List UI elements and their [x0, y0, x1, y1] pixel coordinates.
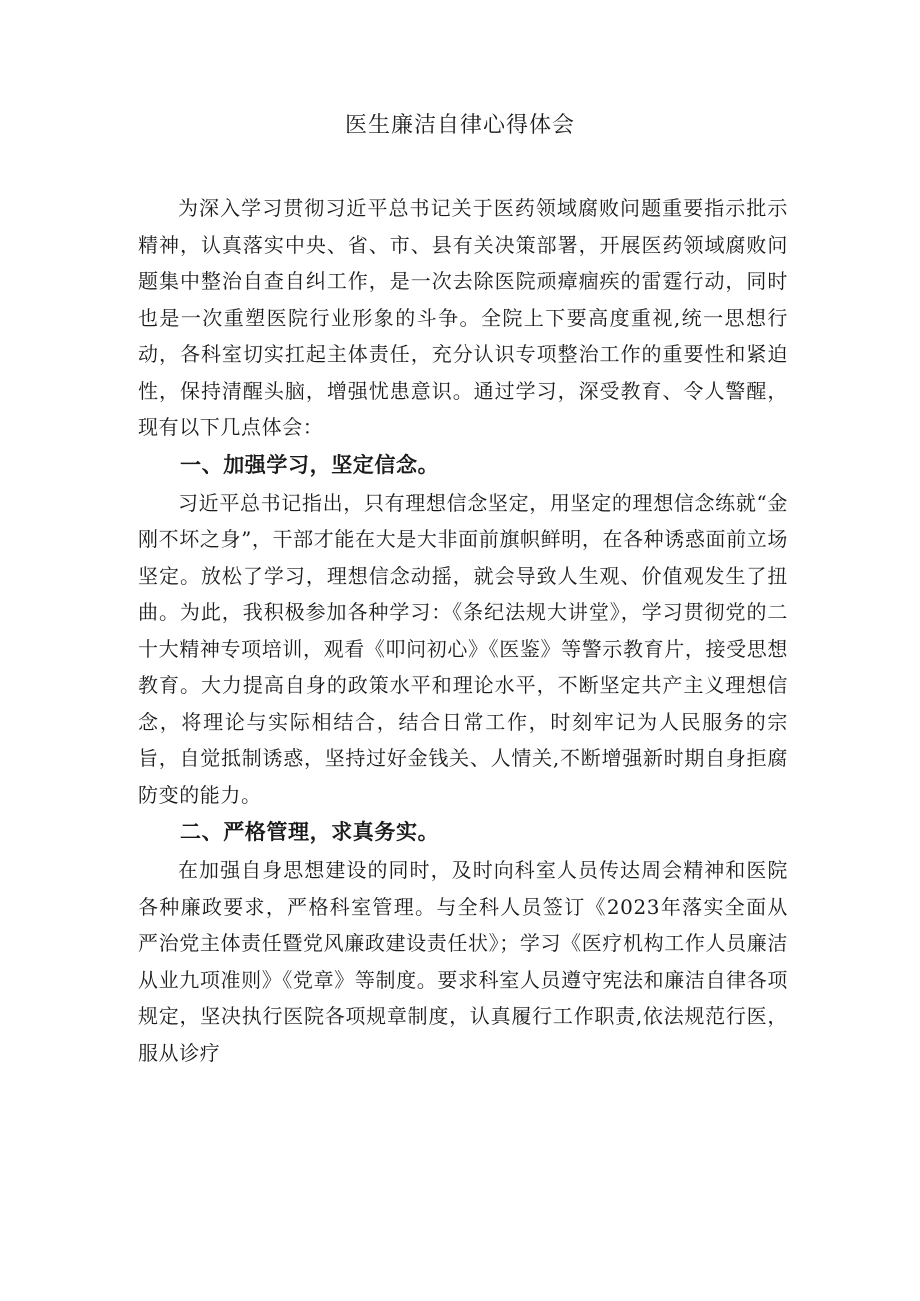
section-paragraph-1: 习近平总书记指出，只有理想信念坚定，用坚定的理想信念练就“金刚不坏之身”，干部才能在大是大非面前旗帜鲜明，在各种诱惑面前立场坚定。放松了学习，理想信念动摇，就会导致人生观、价值观发生了扭曲。为此，我积极参加各种学习：《条纪法规大讲堂》，学习贯彻党的二十大精神专项培训，观看《叩问初心》《医鉴》等警示教育片，接受思想教育。大力提高自身的政策水平和理论水平，不断坚定共产主义理想信念，将理论与实际相结合，结合日常工作，时刻牢记为人民服务的宗旨，自觉抵制诱惑，坚持过好金钱关、人情关,不断增强新时期自身拒腐防变的能力。 [138, 490, 788, 807]
document-body [138, 190, 788, 1071]
document-title: 医生廉洁自律心得体会 [344, 113, 575, 138]
section-heading-2: 二、严格管理，求真务实。 [180, 820, 440, 844]
section-paragraph-2: 在加强自身思想建设的同时，及时向科室人员传达周会精神和医院各种廉政要求，严格科室管理。与全科人员签订《2023年落实全面从严治党主体责任暨党风廉政建设责任状》；学习《医疗机构工作人员廉洁从业九项准则》《党章》等制度。要求科室人员遵守宪法和廉洁自律各项规定，坚决执行医院各项规章制度，认真履行工作职责,依法规范行医，服从诊疗 [138, 858, 788, 1065]
intro-paragraph: 为深入学习贯彻习近平总书记关于医药领域腐败问题重要指示批示精神，认真落实中央、省、市、县有关决策部署，开展医药领域腐败问题集中整治自查自纠工作，是一次去除医院顽瘴痼疾的雷霆行动，同时也是一次重塑医院行业形象的斗争。全院上下要高度重视,统一思想行动，各科室切实扛起主体责任，充分认识专项整治工作的重要性和紧迫性，保持清醒头脑，增强忧患意识。通过学习，深受教育、令人警醒，现有以下几点体会： [138, 196, 788, 439]
section-heading-1: 一、加强学习，坚定信念。 [180, 452, 440, 477]
